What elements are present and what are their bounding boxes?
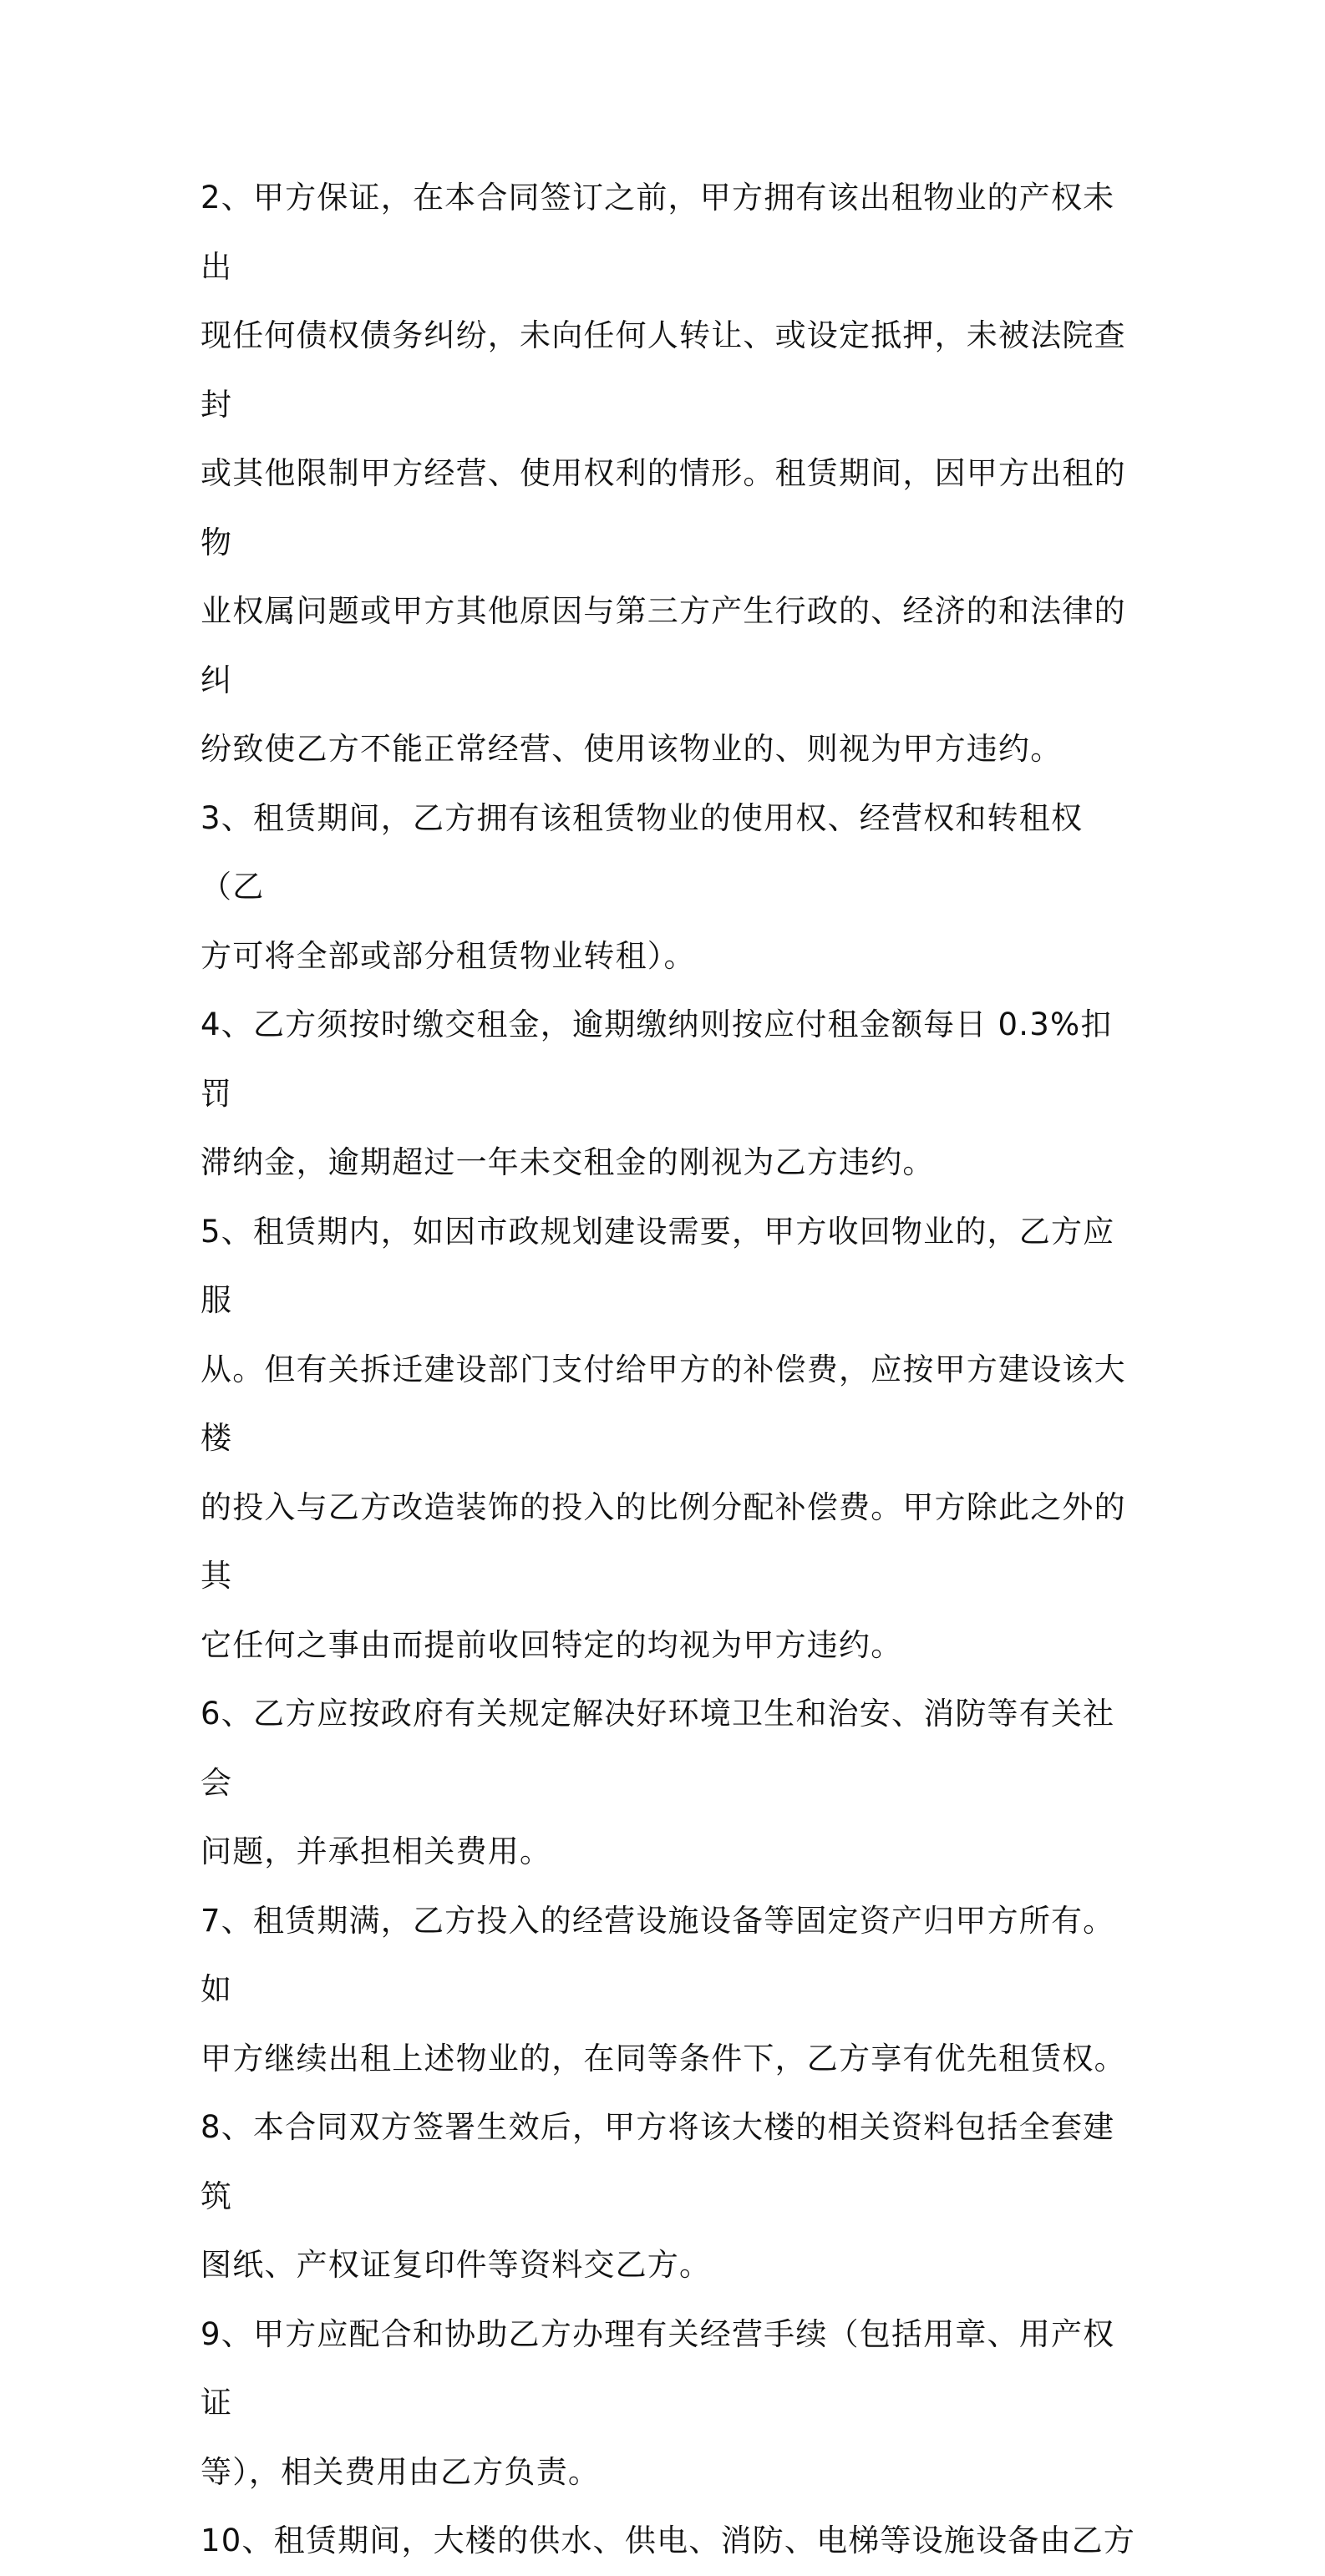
clause-9 [201, 2300, 1136, 2508]
clause-6-line-1: 6、乙方应按政府有关规定解决好环境卫生和治安、消防等有关社会 [201, 1696, 1115, 1801]
clause-5-line-1: 5、租赁期内，如因市政规划建设需要，甲方收回物业的，乙方应服 [201, 1213, 1115, 1318]
clause-6-line-2: 问题，并承担相关费用。 [201, 1833, 552, 1869]
clause-2-line-2: 现任何债权债务纠纷，未向任何人转让、或设定抵押，未被法院查封 [201, 317, 1126, 423]
clause-4-line-1: 4、乙方须按时缴交租金，逾期缴纳则按应付租金额每日 0.3%扣罚 [201, 1007, 1113, 1112]
clause-6 [201, 1680, 1136, 1887]
clause-5-line-3: 的投入与乙方改造装饰的投入的比例分配补偿费。甲方除此之外的其 [201, 1488, 1126, 1594]
clause-5-line-2: 从。但有关拆迁建设部门支付给甲方的补偿费，应按甲方建设该大楼 [201, 1351, 1126, 1456]
clause-4-line-2: 滞纳金，逾期超过一年未交租金的刚视为乙方违约。 [201, 1144, 935, 1180]
clause-2-line-5: 纷致使乙方不能正常经营、使用该物业的、则视为甲方违约。 [201, 731, 1063, 767]
clause-7-line-2: 甲方继续出租上述物业的，在同等条件下，乙方享有优先租赁权。 [201, 2040, 1126, 2077]
clause-3-line-1: 3、租赁期间，乙方拥有该租赁物业的使用权、经营权和转租权（乙 [201, 799, 1084, 905]
clause-2-line-1: 2、甲方保证，在本合同签订之前，甲方拥有该出租物业的产权未出 [201, 180, 1115, 285]
document-body [201, 164, 1136, 2576]
clause-3 [201, 784, 1136, 991]
clause-2-line-4: 业权属问题或甲方其他原因与第三方产生行政的、经济的和法律的纠 [201, 593, 1126, 698]
clause-8-line-2: 图纸、产权证复印件等资料交乙方。 [201, 2247, 712, 2283]
clause-9-line-2: 等），相关费用由乙方负责。 [201, 2453, 601, 2490]
clause-9-line-1: 9、甲方应配合和协助乙方办理有关经营手续（包括用章、用产权证 [201, 2315, 1115, 2421]
clause-5 [201, 1198, 1136, 1681]
clause-3-line-2: 方可将全部或部分租赁物业转租）。 [201, 937, 696, 974]
clause-7 [201, 1887, 1136, 2094]
clause-8 [201, 2093, 1136, 2300]
clause-4 [201, 991, 1136, 1198]
clause-8-line-1: 8、本合同双方签署生效后，甲方将该大楼的相关资料包括全套建筑 [201, 2109, 1115, 2214]
clause-5-line-4: 它任何之事由而提前收回特定的均视为甲方违约。 [201, 1626, 903, 1663]
clause-7-line-1: 7、租赁期满，乙方投入的经营设施设备等固定资产归甲方所有。如 [201, 1902, 1115, 2007]
clause-10-line-1: 10、租赁期间，大楼的供水、供电、消防、电梯等设施设备由乙方 [201, 2523, 1136, 2558]
clause-2-line-3: 或其他限制甲方经营、使用权利的情形。租赁期间，因甲方出租的物 [201, 455, 1126, 560]
clause-10 [201, 2507, 1136, 2576]
clause-2 [201, 164, 1136, 784]
